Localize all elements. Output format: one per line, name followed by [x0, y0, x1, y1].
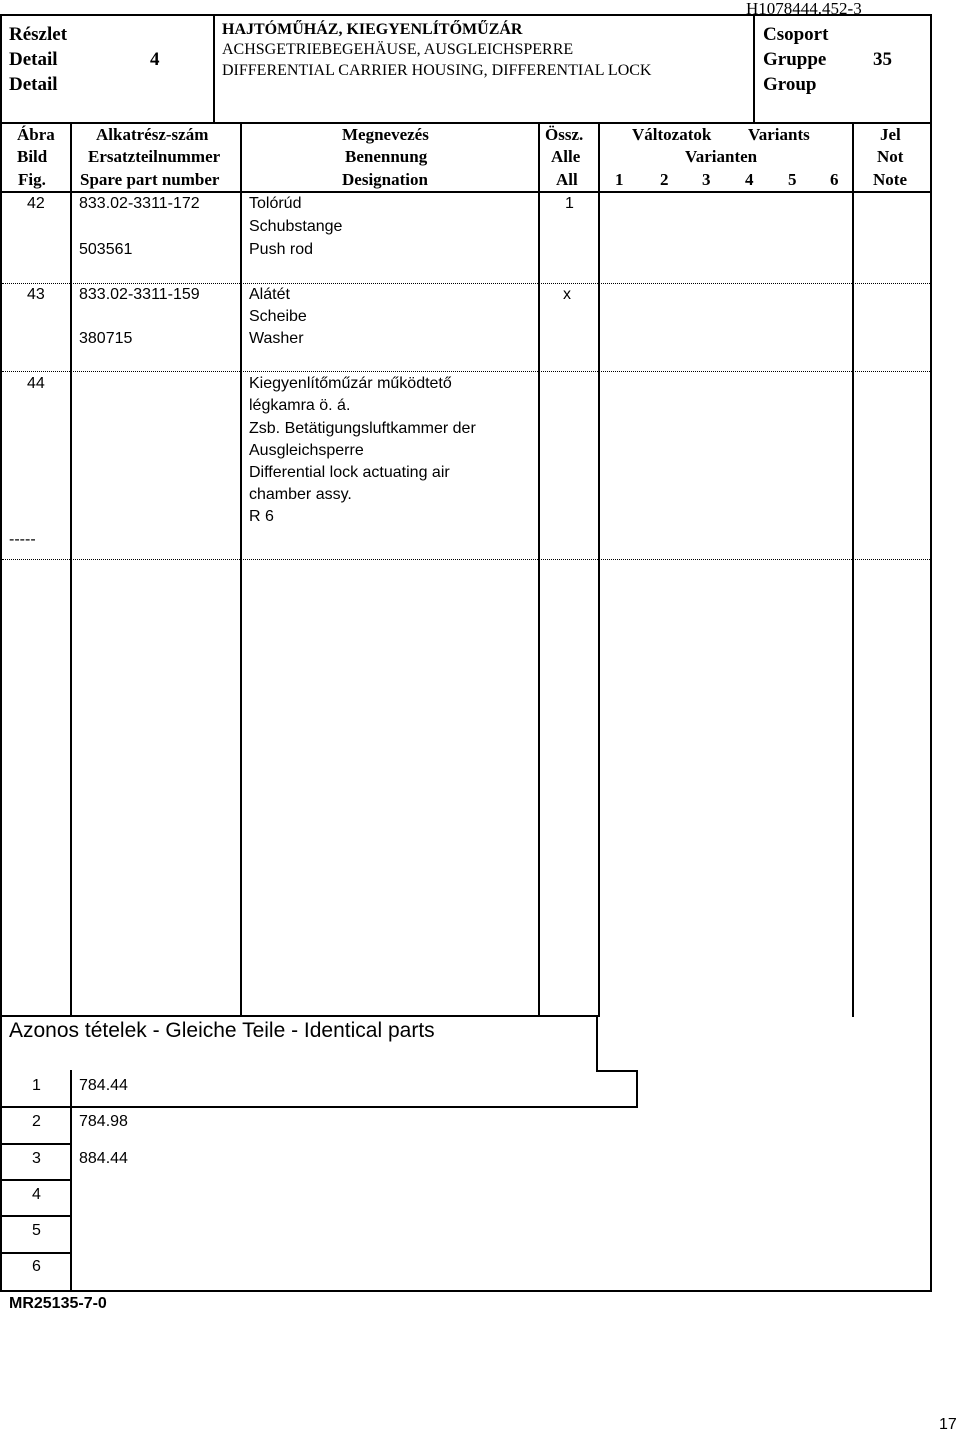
row-name-de: Schubstange	[249, 218, 343, 235]
row-name-line: Kiegyenlítőműzár működtető	[249, 375, 452, 392]
identical-row-line	[0, 1179, 72, 1181]
col-note-de: Not	[877, 147, 904, 166]
row-fig: 42	[27, 195, 45, 212]
title-en: DIFFERENTIAL CARRIER HOUSING, DIFFERENTIAL LOCK	[222, 62, 652, 79]
row-name-en: Push rod	[249, 241, 314, 258]
title-hu: HAJTÓMŰHÁZ, KIEGYENLÍTŐMŰZÁR	[222, 21, 523, 38]
col-qty-de: Alle	[551, 147, 581, 166]
identical-index: 3	[32, 1150, 41, 1167]
col-name-en: Designation	[342, 170, 428, 189]
identical-index: 5	[32, 1222, 41, 1239]
identical-title: Azonos tételek - Gleiche Teile - Identical parts	[9, 1019, 435, 1042]
row-name-line: R 6	[249, 508, 274, 525]
row-name-line: chamber assy.	[249, 486, 352, 503]
detail-label: Detail	[9, 74, 58, 95]
col-qty-hu: Össz.	[545, 125, 584, 144]
column-divider	[70, 122, 72, 1017]
row-separator	[2, 371, 930, 372]
row-name-en: Washer	[249, 330, 304, 347]
identical-value: 884.44	[79, 1150, 128, 1167]
col-fig-de: Bild	[17, 147, 48, 166]
variant-number: 5	[788, 170, 797, 189]
col-part-en: Spare part number	[80, 170, 220, 189]
identical-value: 784.44	[79, 1077, 128, 1094]
col-note-en: Note	[873, 170, 907, 189]
col-name-de: Benennung	[345, 147, 428, 166]
row-separator	[2, 559, 930, 560]
group-label: Group	[763, 74, 817, 95]
column-divider	[598, 122, 600, 1017]
col-variants-hu: Változatok	[632, 125, 712, 144]
identical-row-line	[0, 1252, 72, 1254]
detail-label: Detail	[9, 49, 58, 70]
col-qty-en: All	[556, 170, 578, 189]
row-fig: 44	[27, 375, 45, 392]
identical-divider	[596, 1015, 598, 1072]
col-name-hu: Megnevezés	[342, 125, 429, 144]
table-right-border	[930, 122, 932, 1292]
row-part-number-alt: 380715	[79, 330, 133, 347]
row-name-line: Ausgleichsperre	[249, 442, 364, 459]
identical-row-line	[0, 1215, 72, 1217]
variant-number: 1	[615, 170, 624, 189]
group-label: Csoport	[763, 24, 829, 45]
identical-index: 4	[32, 1186, 41, 1203]
group-label: Gruppe	[763, 49, 827, 70]
row-name-hu: Alátét	[249, 286, 290, 303]
row-name-line: légkamra ö. á.	[249, 397, 351, 414]
detail-label: Részlet	[9, 24, 68, 45]
title-de: ACHSGETRIEBEGEHÄUSE, AUSGLEICHSPERRE	[222, 41, 574, 58]
row-qty: 1	[565, 195, 574, 212]
document-code: H1078444.452-3	[746, 0, 862, 18]
page-number: 17	[939, 1416, 957, 1433]
col-fig-hu: Ábra	[17, 125, 55, 144]
row-name-de: Scheibe	[249, 308, 307, 325]
identical-row-line	[0, 1106, 638, 1108]
col-part-de: Ersatzteilnummer	[88, 147, 221, 166]
column-divider	[538, 122, 540, 1017]
row-part-number-alt: 503561	[79, 241, 133, 258]
table-bottom-border	[0, 1290, 932, 1292]
variant-number: 3	[702, 170, 711, 189]
row-qty: x	[563, 286, 571, 303]
col-variants-en: Variants	[748, 125, 810, 144]
col-note-hu: Jel	[880, 125, 901, 144]
col-fig-en: Fig.	[18, 170, 46, 189]
identical-index: 1	[32, 1077, 41, 1094]
row-part-number: 833.02-3311-159	[79, 286, 200, 303]
detail-number: 4	[150, 49, 160, 70]
variant-number: 4	[745, 170, 754, 189]
identical-value: 784.98	[79, 1113, 128, 1130]
identical-divider	[596, 1070, 638, 1072]
row-name-line: Differential lock actuating air	[249, 464, 450, 481]
footer-code: MR25135-7-0	[9, 1295, 107, 1312]
header-divider	[753, 14, 755, 124]
variant-number: 2	[660, 170, 669, 189]
end-marker: -----	[9, 531, 36, 548]
group-number: 35	[873, 49, 892, 70]
row-fig: 43	[27, 286, 45, 303]
identical-row-line	[0, 1143, 72, 1145]
header-divider	[213, 14, 215, 124]
row-name-hu: Tolórúd	[249, 195, 302, 212]
row-part-number: 833.02-3311-172	[79, 195, 200, 212]
column-divider	[852, 122, 854, 1017]
identical-divider	[636, 1070, 638, 1108]
column-divider	[240, 122, 242, 1017]
variant-number: 6	[830, 170, 839, 189]
row-name-line: Zsb. Betätigungsluftkammer der	[249, 420, 476, 437]
col-part-hu: Alkatrész-szám	[96, 125, 209, 144]
identical-top-border	[0, 1015, 598, 1017]
identical-divider	[70, 1070, 72, 1292]
table-left-border	[0, 122, 2, 1292]
identical-index: 2	[32, 1113, 41, 1130]
identical-index: 6	[32, 1258, 41, 1275]
col-variants-de: Varianten	[685, 147, 758, 166]
